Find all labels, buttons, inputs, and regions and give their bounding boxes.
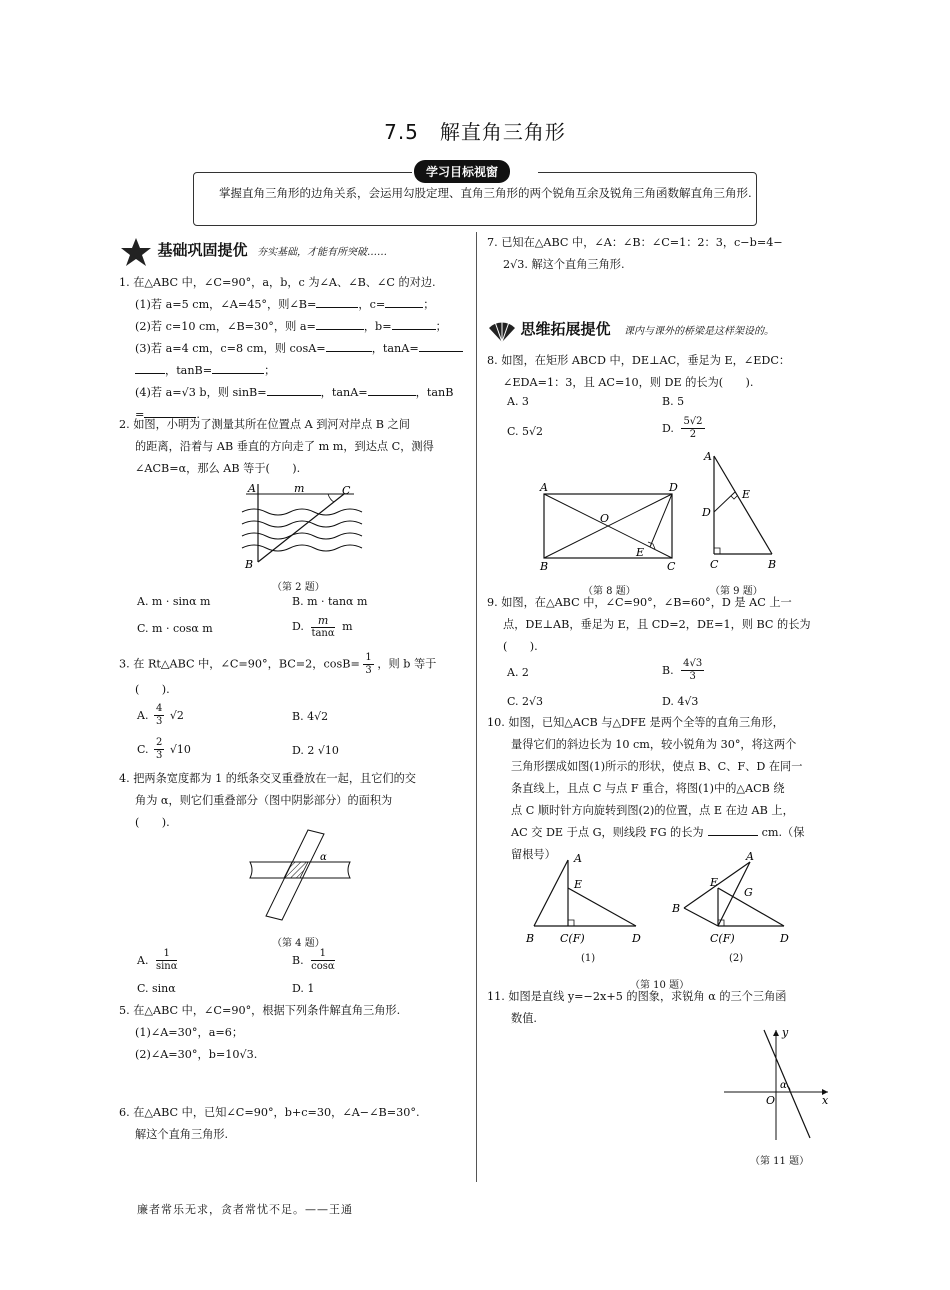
question-3: 3. 在 Rt△ABC 中，∠C=90°，BC=2，cosB= $\frac{1}{3}$ ，则 b 等于 ( ). bbox=[119, 652, 437, 696]
footer-quote: 廉者常乐无求，贪者常忧不足。——王通 bbox=[137, 1203, 353, 1216]
svg-text:C: C bbox=[710, 558, 719, 571]
q4-caption: （第 4 题） bbox=[272, 938, 325, 949]
q8-caption: （第 8 题） bbox=[583, 586, 636, 597]
svg-text:B: B bbox=[540, 560, 549, 573]
q2-option-b: B. m · tanα m bbox=[292, 595, 368, 608]
q2-option-a: A. m · sinα m bbox=[137, 595, 211, 608]
q9-option-c: C. 2√3 bbox=[507, 695, 544, 708]
q4-option-c: C. sinα bbox=[137, 982, 176, 995]
question-2: 2. 如图，小明为了测量其所在位置点 A 到河对岸点 B 之间 的距离，沿着与 AB 垂直的方向走了 m m，到达点 C，测得 ∠ACB=α，那么 AB 等于( ). bbox=[119, 418, 434, 475]
svg-text:D: D bbox=[632, 932, 641, 945]
svg-text:α: α bbox=[320, 852, 327, 863]
svg-text:y: y bbox=[782, 1026, 789, 1039]
star-icon bbox=[118, 236, 154, 268]
q3-option-a: A. $\frac{4}{3}$ √2 bbox=[137, 703, 184, 727]
svg-text:C: C bbox=[342, 484, 351, 497]
svg-text:B: B bbox=[245, 558, 254, 571]
svg-text:m: m bbox=[294, 482, 305, 495]
question-4: 4. 把两条宽度都为 1 的纸条交叉重叠放在一起，且它们的交 角为 α，则它们重叠部分（图中阴影部分）的面积为 ( ). bbox=[119, 772, 416, 829]
q10-figure-2-label: (2) bbox=[729, 953, 744, 964]
q10-figure-1-label: (1) bbox=[581, 953, 596, 964]
q4-option-b: B. $\frac{1}{\cos\alpha}$ bbox=[292, 948, 335, 972]
q4-option-a: A. $\frac{1}{\sin\alpha}$ bbox=[137, 948, 178, 972]
svg-text:B: B bbox=[768, 558, 777, 571]
q3-option-d: D. 2 √10 bbox=[292, 744, 339, 757]
section2-header bbox=[487, 318, 774, 344]
q9-option-a: A. 2 bbox=[507, 666, 529, 679]
q9-option-b: B. $\frac{4√3}{3}$ bbox=[662, 658, 703, 682]
svg-text:A: A bbox=[540, 481, 548, 494]
fan-icon bbox=[487, 318, 517, 344]
section1-subtitle: 夯实基础，才能有所突破…… bbox=[257, 247, 388, 258]
q4-option-d: D. 1 bbox=[292, 982, 315, 995]
q3-option-c: C. $\frac{2}{3}$ √10 bbox=[137, 737, 191, 761]
q2-option-c: C. m · cosα m bbox=[137, 622, 213, 635]
q8-figure bbox=[536, 480, 684, 574]
svg-text:B: B bbox=[672, 902, 681, 915]
question-9: 9. 如图，在△ABC 中，∠C=90°，∠B=60°，D 是 AC 上一 点，DE⊥AB，垂足为 E，且 CD=2，DE=1，则 BC 的长为 ( ). bbox=[487, 596, 811, 653]
svg-text:D: D bbox=[669, 481, 678, 494]
svg-text:E: E bbox=[710, 876, 719, 889]
q2-caption: （第 2 题） bbox=[272, 582, 325, 593]
question-7: 7. 已知在△ABC 中，∠A：∠B：∠C=1：2：3，c−b=4− 2√3. 解这个直角三角形. bbox=[487, 236, 783, 271]
svg-text:D: D bbox=[702, 506, 711, 519]
svg-text:D: D bbox=[780, 932, 789, 945]
q2-option-d: D. $\frac{m}{\tan\alpha}$ m bbox=[292, 614, 353, 639]
q10-figure-1 bbox=[520, 848, 650, 948]
svg-text:E: E bbox=[574, 878, 583, 891]
page-title: 7.5 解直角三角形 bbox=[384, 120, 566, 144]
q11-caption: （第 11 题） bbox=[750, 1156, 810, 1167]
q9-option-d: D. 4√3 bbox=[662, 695, 699, 708]
q10-caption: （第 10 题） bbox=[630, 980, 690, 991]
svg-text:A: A bbox=[746, 850, 754, 863]
svg-text:α: α bbox=[780, 1080, 787, 1091]
q8-option-a: A. 3 bbox=[507, 395, 529, 408]
svg-text:A: A bbox=[704, 450, 712, 463]
question-6: 6. 在△ABC 中，已知∠C=90°，b+c=30，∠A−∠B=30°. 解这个直角三角形. bbox=[119, 1106, 420, 1141]
question-1: 1. 在△ABC 中，∠C=90°，a，b，c 为∠A、∠B、∠C 的对边. (1)若 a=5 cm，∠A=45°，则∠B= ，c= ； (2)若 c=10 cm，∠B=30°，则 a= ，b= ； (3)若 a=4 cm，c=8 cm，则 cosA= ，tanA= ，tanB= ； (4)若 a=√3 b，则 sinB= ，tanA= ，tanB = . bbox=[119, 272, 469, 426]
svg-text:A: A bbox=[248, 482, 256, 495]
svg-text:B: B bbox=[526, 932, 535, 945]
q9-figure bbox=[696, 448, 786, 574]
section1-header bbox=[118, 236, 387, 268]
svg-text:E: E bbox=[742, 488, 751, 501]
q2-figure bbox=[236, 478, 366, 574]
q8-option-c: C. 5√2 bbox=[507, 425, 544, 438]
question-10: 10. 如图，已知△ACB 与△DFE 是两个全等的直角三角形， 量得它们的斜边长为 10 cm，较小锐角为 30°，将这两个 三角形摆成如图(1)所示的形状，使点 B、C、F、D 在同一 条直线上，且点 C 与点 F 重合，将图(1)中的△ACB 绕 点 C 顺时针方向旋转到图(2)的位置，点 E 在边 AB 上， AC 交 DE 于点 G，则线段 FG 的长为 cm.（保 留根号） bbox=[487, 716, 805, 861]
svg-text:E: E bbox=[636, 546, 645, 559]
q10-figure-2 bbox=[668, 848, 798, 948]
column-divider bbox=[476, 232, 477, 1182]
q3-option-b: B. 4√2 bbox=[292, 710, 329, 723]
q4-figure bbox=[246, 826, 356, 922]
svg-text:x: x bbox=[822, 1094, 829, 1107]
svg-text:C(F): C(F) bbox=[560, 932, 585, 945]
svg-text:C(F): C(F) bbox=[710, 932, 735, 945]
svg-text:G: G bbox=[744, 886, 753, 899]
q8-option-d: D. $\frac{5√2}{2}$ bbox=[662, 416, 703, 440]
section2-title: 思维拓展提优 bbox=[520, 320, 611, 338]
question-11: 11. 如图是直线 y=−2x+5 的图象，求锐角 α 的三个三角函 数值. bbox=[487, 990, 787, 1025]
q8-option-b: B. 5 bbox=[662, 395, 685, 408]
section1-title: 基础巩固提优 bbox=[157, 241, 248, 259]
svg-text:O: O bbox=[600, 512, 610, 525]
question-5: 5. 在△ABC 中，∠C=90°，根据下列条件解直角三角形. (1)∠A=30°，a=6； (2)∠A=30°，b=10√3. bbox=[119, 1004, 401, 1061]
q9-caption: （第 9 题） bbox=[710, 586, 763, 597]
q11-figure bbox=[720, 1024, 836, 1144]
svg-text:C: C bbox=[667, 560, 676, 573]
svg-text:O: O bbox=[766, 1094, 776, 1107]
objectives-tag: 学习目标视窗 bbox=[412, 160, 538, 182]
section2-subtitle: 课内与课外的桥梁是这样架设的。 bbox=[624, 326, 775, 337]
objectives-text: 掌握直角三角形的边角关系，会运用勾股定理、直角三角形的两个锐角互余及锐角三角函数解直角三角形. bbox=[219, 186, 752, 200]
svg-text:A: A bbox=[574, 852, 582, 865]
question-8: 8. 如图，在矩形 ABCD 中，DE⊥AC，垂足为 E，∠EDC： ∠EDA=1：3，且 AC=10，则 DE 的长为( ). bbox=[487, 354, 791, 389]
